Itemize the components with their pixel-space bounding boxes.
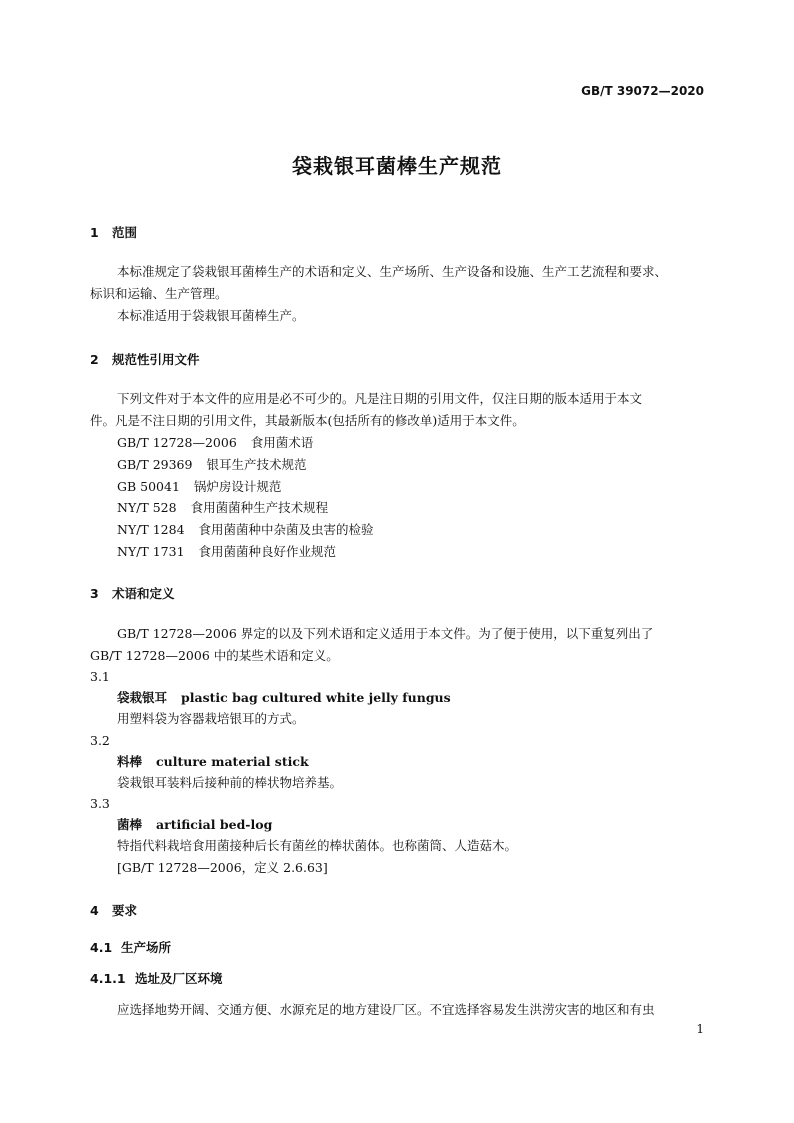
term-definition: 特指代料栽培食用菌接种后长有菌丝的棒状菌体。也称菌筒、人造菇木。 — [117, 838, 518, 853]
section-title: 规范性引用文件 — [112, 352, 200, 367]
reference-title: 银耳生产技术规范 — [206, 457, 307, 472]
scope-paragraph-line-2: 标识和运输、生产管理。 — [90, 286, 228, 301]
subsection-4-1-1-heading — [90, 969, 223, 987]
section-number: 3 — [90, 586, 99, 601]
term-english: plastic bag cultured white jelly fungus — [181, 690, 451, 705]
reference-title: 食用菌菌种中杂菌及虫害的检验 — [198, 522, 374, 537]
subsection-number: 4.1 — [90, 940, 113, 955]
reference-title: 食用菌菌种生产技术规程 — [190, 500, 329, 515]
term-number: 3.1 — [90, 669, 110, 684]
term-english: culture material stick — [156, 754, 309, 769]
section-number: 4 — [90, 903, 99, 918]
subsection-number: 4.1.1 — [90, 971, 126, 986]
subsection-4-1-heading — [90, 938, 171, 956]
reference-code: NY/T 1284 — [117, 522, 185, 537]
reference-item — [117, 454, 306, 476]
reference-code: NY/T 1731 — [117, 544, 185, 559]
terms-intro-line-1: GB/T 12728—2006 界定的以及下列术语和定义适用于本文件。为了便于使用，以下重复列出了 — [117, 626, 654, 641]
term-definition: 袋栽银耳装料后接种前的棒状物培养基。 — [117, 775, 343, 790]
reference-item — [117, 432, 313, 454]
page-number: 1 — [696, 1022, 704, 1036]
normative-intro-line-1: 下列文件对于本文件的应用是必不可少的。凡是注日期的引用文件，仅注日期的版本适用于本文 — [117, 391, 643, 406]
scope-paragraph-line-1: 本标准规定了袋栽银耳菌棒生产的术语和定义、生产场所、生产设备和设施、生产工艺流程和要求、 — [117, 264, 668, 279]
reference-item — [117, 497, 328, 519]
term-source: [GB/T 12728—2006，定义 2.6.63] — [117, 860, 328, 875]
normative-intro-line-2: 件。凡是不注日期的引用文件，其最新版本(包括所有的修改单)适用于本文件。 — [90, 413, 525, 428]
term-chinese: 料棒 — [117, 754, 143, 769]
term-entry — [117, 751, 309, 773]
section-title: 要求 — [112, 903, 138, 918]
term-number: 3.3 — [90, 796, 110, 811]
section-title: 范围 — [112, 225, 138, 240]
reference-title: 锅炉房设计规范 — [193, 479, 282, 494]
term-chinese: 菌棒 — [117, 817, 143, 832]
reference-title: 食用菌术语 — [250, 435, 314, 450]
subsection-title: 选址及厂区环境 — [135, 971, 223, 986]
scope-applicability: 本标准适用于袋栽银耳菌棒生产。 — [117, 308, 305, 323]
section-4-heading — [90, 901, 137, 919]
page-title: 袋栽银耳菌棒生产规范 — [292, 154, 502, 178]
term-entry — [117, 687, 451, 709]
reference-item — [117, 519, 374, 541]
term-definition: 用塑料袋为容器栽培银耳的方式。 — [117, 711, 305, 726]
reference-code: GB/T 12728—2006 — [117, 435, 237, 450]
section-number: 2 — [90, 352, 99, 367]
section-2-heading — [90, 350, 200, 368]
term-english: artificial bed-log — [156, 817, 273, 832]
reference-code: GB/T 29369 — [117, 457, 193, 472]
section-3-heading — [90, 584, 175, 602]
term-entry — [117, 814, 272, 836]
reference-code: GB 50041 — [117, 479, 180, 494]
terms-intro-line-2: GB/T 12728—2006 中的某些术语和定义。 — [90, 648, 339, 663]
site-selection-text: 应选择地势开阔、交通方便、水源充足的地方建设厂区。不宜选择容易发生洪涝灾害的地区和有虫 — [117, 1002, 655, 1017]
reference-item — [117, 476, 281, 498]
section-1-heading — [90, 223, 137, 241]
term-chinese: 袋栽银耳 — [117, 690, 168, 705]
subsection-title: 生产场所 — [121, 940, 172, 955]
reference-code: NY/T 528 — [117, 500, 177, 515]
section-title: 术语和定义 — [112, 586, 175, 601]
reference-title: 食用菌菌种良好作业规范 — [198, 544, 337, 559]
document-code: GB/T 39072—2020 — [581, 84, 704, 98]
term-number: 3.2 — [90, 733, 110, 748]
section-number: 1 — [90, 225, 99, 240]
reference-item — [117, 541, 336, 563]
